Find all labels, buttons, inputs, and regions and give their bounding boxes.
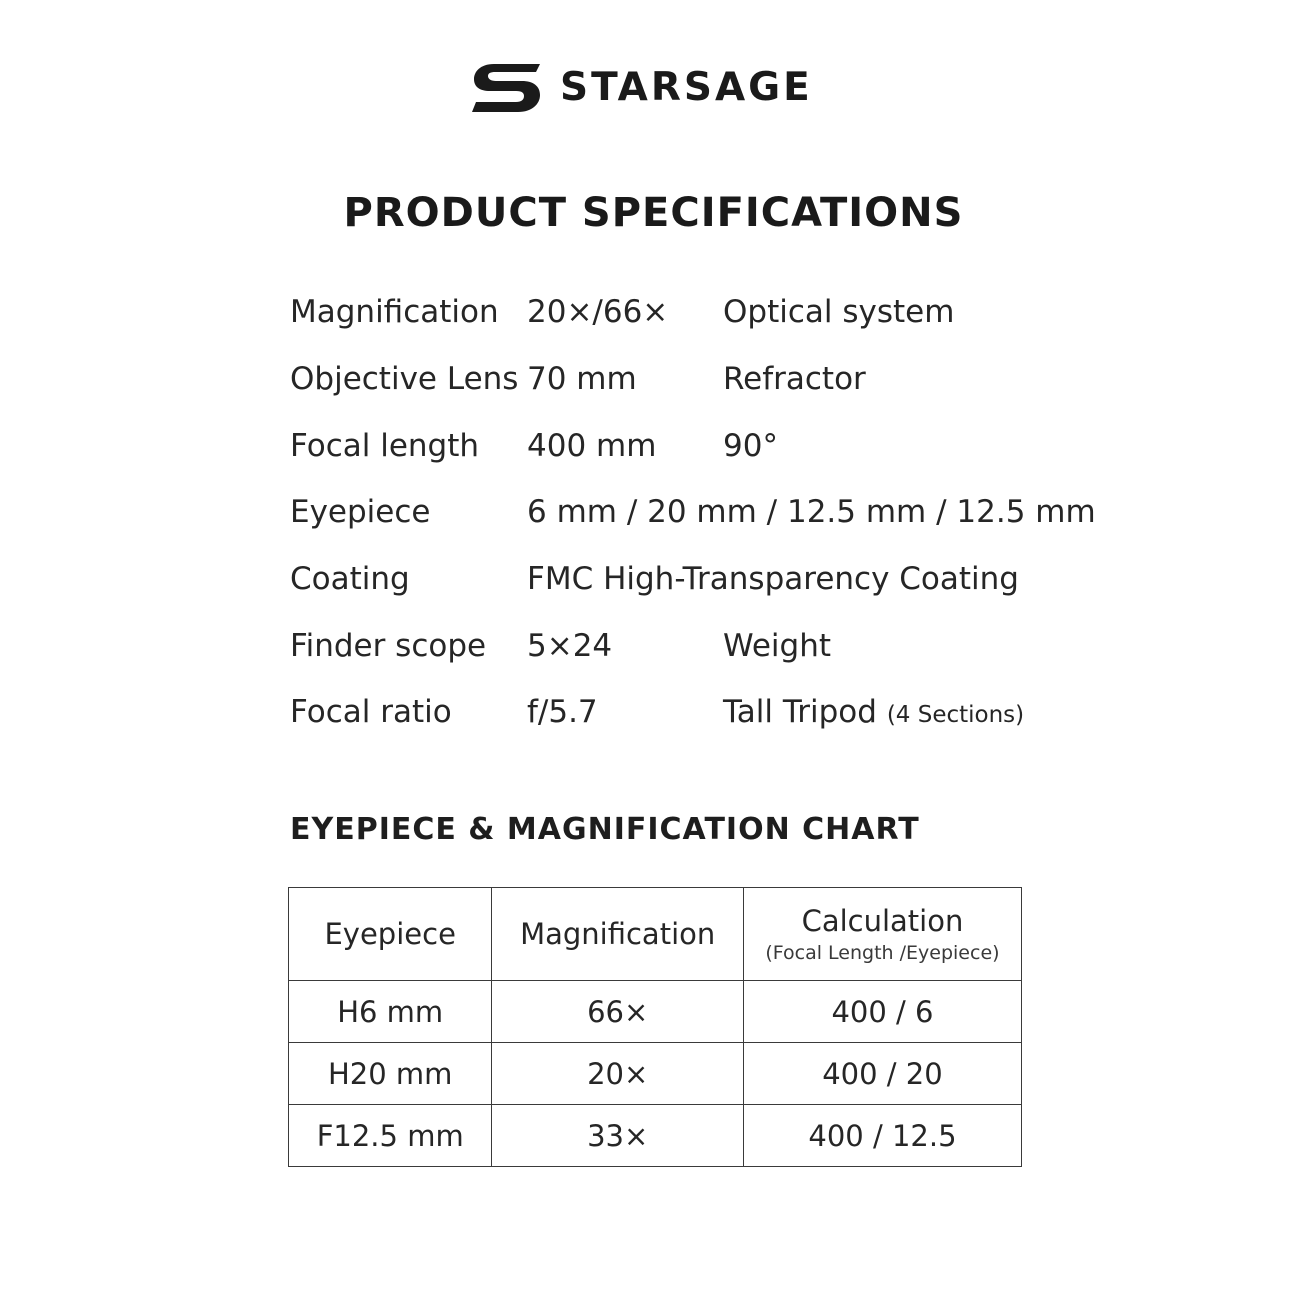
spec-label: Coating [290, 561, 410, 597]
cell-magnification: 33× [492, 1105, 744, 1167]
header-calculation [743, 888, 1021, 981]
spec-extra: Optical system [723, 294, 955, 330]
spec-extra: Refractor [723, 361, 866, 397]
spec-label: Objective Lens [290, 361, 519, 397]
spec-row-finder-scope [0, 626, 1307, 666]
spec-value: 70 mm [527, 361, 637, 397]
page-title: PRODUCT SPECIFICATIONS [343, 190, 964, 236]
spec-row-focal-length [0, 426, 1307, 466]
spec-extra: Weight [723, 628, 832, 664]
cell-eyepiece: H20 mm [289, 1043, 492, 1105]
table-row [289, 981, 1022, 1043]
cell-magnification: 20× [492, 1043, 744, 1105]
spec-extra: 90° [723, 428, 778, 464]
cell-eyepiece: H6 mm [289, 981, 492, 1043]
spec-label: Magnification [290, 294, 499, 330]
spec-value: f/5.7 [527, 694, 598, 730]
spec-row-magnification [0, 292, 1307, 332]
cell-calculation: 400 / 20 [743, 1043, 1021, 1105]
spec-label: Focal ratio [290, 694, 452, 730]
spec-row-coating [0, 559, 1307, 599]
header-magnification: Magnification [492, 888, 744, 981]
chart-title: EYEPIECE & MAGNIFICATION CHART [290, 812, 920, 847]
spec-value: FMC High-Transparency Coating [527, 561, 1019, 597]
spec-extra [723, 692, 1024, 735]
brand-name: STARSAGE [560, 65, 813, 110]
spec-value: 6 mm / 20 mm / 12.5 mm / 12.5 mm [527, 494, 1096, 530]
spec-extra-main: Tall Tripod [723, 694, 877, 730]
spec-row-objective-lens [0, 359, 1307, 399]
table-row [289, 1105, 1022, 1167]
spec-value: 400 mm [527, 428, 657, 464]
header-eyepiece: Eyepiece [289, 888, 492, 981]
cell-calculation: 400 / 12.5 [743, 1105, 1021, 1167]
header-calculation-label: Calculation [801, 904, 964, 938]
table-header-row [289, 888, 1022, 981]
spec-label: Finder scope [290, 628, 487, 664]
spec-extra-note: (4 Sections) [886, 702, 1025, 728]
spec-row-focal-ratio [0, 692, 1307, 732]
spec-row-eyepiece [0, 492, 1307, 532]
cell-eyepiece: F12.5 mm [289, 1105, 492, 1167]
spec-label: Focal length [290, 428, 480, 464]
spec-value: 20×/66× [527, 294, 669, 330]
spec-value: 5×24 [527, 628, 613, 664]
spec-label: Eyepiece [290, 494, 431, 530]
cell-calculation: 400 / 6 [743, 981, 1021, 1043]
starsage-s-logo-icon [470, 60, 546, 116]
cell-magnification: 66× [492, 981, 744, 1043]
eyepiece-magnification-table [288, 887, 1022, 1167]
table-row [289, 1043, 1022, 1105]
brand-logo [470, 58, 813, 118]
header-calculation-note: (Focal Length /Eyepiece) [765, 942, 1000, 964]
